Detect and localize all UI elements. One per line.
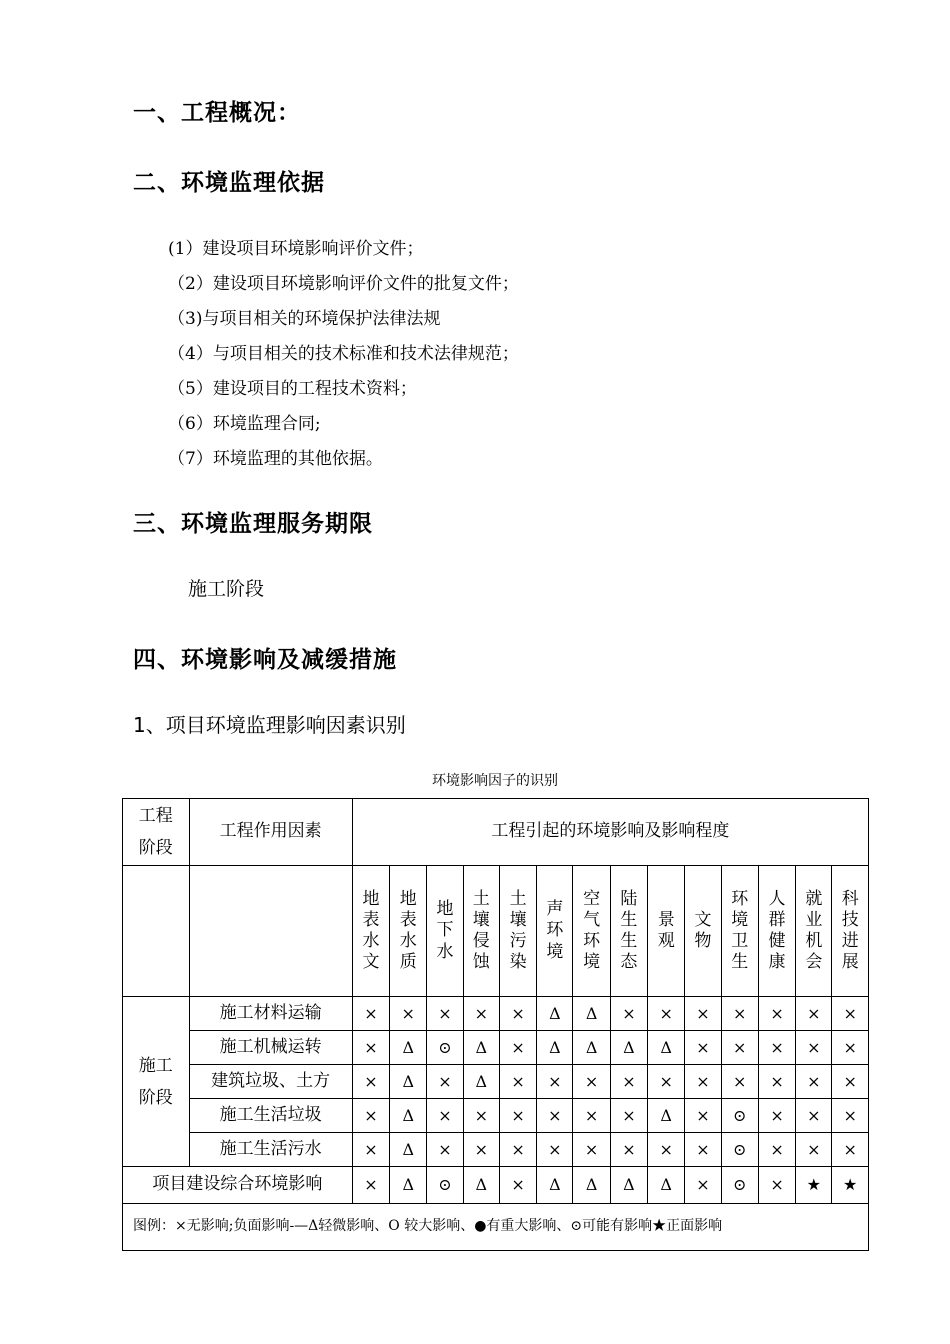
- impact-cell: ×: [427, 1099, 463, 1133]
- impact-cell: Δ: [463, 1031, 499, 1065]
- factor-cell: 施工材料运输: [189, 997, 352, 1031]
- impact-cell: ×: [832, 997, 869, 1031]
- impact-cell: ×: [573, 1099, 610, 1133]
- column-header: 地表水文: [352, 866, 389, 997]
- impact-cell: ×: [648, 1133, 685, 1167]
- impact-cell: ×: [832, 1099, 869, 1133]
- impact-cell: ×: [832, 1133, 869, 1167]
- impact-cell: ×: [758, 1031, 795, 1065]
- legend-row: [123, 1204, 869, 1251]
- impact-cell: Δ: [537, 1031, 573, 1065]
- impact-cell: ×: [610, 997, 647, 1031]
- impact-cell: ×: [648, 1065, 685, 1099]
- impact-cell: ⊙: [721, 1099, 758, 1133]
- impact-cell: ×: [537, 1099, 573, 1133]
- impact-cell: ×: [796, 997, 832, 1031]
- impact-factor-table: [122, 798, 869, 1251]
- impact-cell: ×: [537, 1133, 573, 1167]
- table-row: [123, 1065, 869, 1099]
- impact-cell: ×: [390, 997, 427, 1031]
- impact-cell: ×: [721, 1031, 758, 1065]
- table-row: [123, 1099, 869, 1133]
- basis-item: （5）建设项目的工程技术资料；: [168, 379, 417, 399]
- impact-cell: ×: [685, 1031, 721, 1065]
- impact-cell: ×: [648, 997, 685, 1031]
- impact-cell: ×: [499, 1099, 536, 1133]
- factor-cell: 施工生活污水: [189, 1133, 352, 1167]
- summary-impact-cell: ×: [352, 1167, 389, 1204]
- summary-label: 项目建设综合环境影响: [123, 1167, 353, 1204]
- basis-item: (1）建设项目环境影响评价文件；: [168, 239, 424, 259]
- impact-cell: ×: [499, 1031, 536, 1065]
- impact-cell: ×: [427, 1133, 463, 1167]
- subheading-factor-identification: 1、项目环境监理影响因素识别: [133, 713, 406, 737]
- column-header: 就业机会: [796, 866, 832, 997]
- summary-impact-cell: Δ: [537, 1167, 573, 1204]
- impact-cell: ×: [685, 1065, 721, 1099]
- column-header: 环境卫生: [721, 866, 758, 997]
- summary-impact-cell: ★: [796, 1167, 832, 1204]
- summary-impact-cell: ★: [832, 1167, 869, 1204]
- impact-cell: Δ: [463, 1065, 499, 1099]
- basis-item: （4）与项目相关的技术标准和技术法律规范；: [168, 344, 519, 364]
- impact-cell: ×: [499, 1065, 536, 1099]
- table-caption: 环境影响因子的识别: [432, 773, 558, 789]
- basis-item: （3)与项目相关的环境保护法律法规: [168, 309, 441, 329]
- summary-impact-cell: Δ: [610, 1167, 647, 1204]
- column-header: 文物: [685, 866, 721, 997]
- impact-cell: ×: [499, 1133, 536, 1167]
- summary-impact-cell: Δ: [390, 1167, 427, 1204]
- impact-cell: ×: [352, 997, 389, 1031]
- basis-item: （7）环境监理的其他依据。: [168, 449, 383, 469]
- impact-cell: Δ: [390, 1065, 427, 1099]
- column-header: 声环境: [537, 866, 573, 997]
- impact-cell: ×: [832, 1031, 869, 1065]
- column-header: 空气环境: [573, 866, 610, 997]
- summary-impact-cell: ⊙: [427, 1167, 463, 1204]
- table-row: [123, 997, 869, 1031]
- impact-cell: ×: [463, 1133, 499, 1167]
- summary-impact-cell: Δ: [648, 1167, 685, 1204]
- impact-cell: ×: [685, 1133, 721, 1167]
- column-header: 地表水质: [390, 866, 427, 997]
- impact-cell: Δ: [390, 1133, 427, 1167]
- column-header: 陆生生态: [610, 866, 647, 997]
- heading-period: 三、环境监理服务期限: [133, 510, 373, 537]
- blank-cell: [123, 866, 190, 997]
- factor-cell: 施工机械运转: [189, 1031, 352, 1065]
- table-row: [123, 1133, 869, 1167]
- heading-overview: 一、工程概况：: [133, 99, 301, 126]
- factor-cell: 施工生活垃圾: [189, 1099, 352, 1133]
- impact-cell: ⊙: [427, 1031, 463, 1065]
- impact-cell: ×: [796, 1031, 832, 1065]
- impact-cell: ×: [352, 1133, 389, 1167]
- impact-cell: ×: [758, 997, 795, 1031]
- column-header: 土壤侵蚀: [463, 866, 499, 997]
- heading-impact: 四、环境影响及减缓措施: [133, 646, 397, 673]
- stage-cell: 施工阶段: [123, 997, 190, 1167]
- impact-cell: Δ: [648, 1031, 685, 1065]
- basis-item: （2）建设项目环境影响评价文件的批复文件；: [168, 274, 519, 294]
- impact-cell: ×: [721, 1065, 758, 1099]
- table-column-header-row: [123, 866, 869, 997]
- column-header: 人群健康: [758, 866, 795, 997]
- impact-cell: ×: [463, 1099, 499, 1133]
- impact-cell: Δ: [390, 1099, 427, 1133]
- impact-cell: ×: [685, 1099, 721, 1133]
- impact-cell: ⊙: [721, 1133, 758, 1167]
- impact-cell: ×: [352, 1065, 389, 1099]
- impact-cell: Δ: [573, 1031, 610, 1065]
- period-text: 施工阶段: [188, 578, 265, 600]
- factor-cell: 建筑垃圾、土方: [189, 1065, 352, 1099]
- summary-impact-cell: ×: [685, 1167, 721, 1204]
- column-header: 景观: [648, 866, 685, 997]
- impact-cell: Δ: [537, 997, 573, 1031]
- column-header: 地下水: [427, 866, 463, 997]
- impact-cell: ×: [427, 1065, 463, 1099]
- summary-impact-cell: ×: [499, 1167, 536, 1204]
- legend-text: 图例：×无影响;负面影响-—Δ轻微影响、O 较大影响、●有重大影响、⊙可能有影响★正面影响: [123, 1204, 869, 1251]
- impact-cell: ×: [573, 1065, 610, 1099]
- impact-cell: ×: [721, 997, 758, 1031]
- impact-cell: ×: [537, 1065, 573, 1099]
- column-header: 科技进展: [832, 866, 869, 997]
- impact-cell: ×: [610, 1133, 647, 1167]
- impact-cell: ×: [758, 1133, 795, 1167]
- impact-cell: ×: [352, 1099, 389, 1133]
- impact-cell: ×: [610, 1099, 647, 1133]
- impact-cell: ×: [796, 1099, 832, 1133]
- summary-impact-cell: ⊙: [721, 1167, 758, 1204]
- impact-cell: ×: [758, 1065, 795, 1099]
- impact-cell: ×: [573, 1133, 610, 1167]
- impact-cell: Δ: [610, 1031, 647, 1065]
- header-stage: 工程阶段: [123, 799, 190, 866]
- impact-cell: ×: [832, 1065, 869, 1099]
- impact-cell: ×: [427, 997, 463, 1031]
- summary-row: [123, 1167, 869, 1204]
- header-impact: 工程引起的环境影响及影响程度: [352, 799, 868, 866]
- table-header-row: [123, 799, 869, 866]
- impact-cell: ×: [796, 1133, 832, 1167]
- summary-impact-cell: ×: [758, 1167, 795, 1204]
- basis-item: （6）环境监理合同;: [168, 414, 321, 434]
- impact-cell: ×: [463, 997, 499, 1031]
- summary-impact-cell: Δ: [573, 1167, 610, 1204]
- impact-cell: Δ: [648, 1099, 685, 1133]
- impact-cell: ×: [685, 997, 721, 1031]
- impact-cell: Δ: [390, 1031, 427, 1065]
- table-row: [123, 1031, 869, 1065]
- impact-cell: ×: [796, 1065, 832, 1099]
- impact-cell: ×: [610, 1065, 647, 1099]
- header-factor: 工程作用因素: [189, 799, 352, 866]
- summary-impact-cell: Δ: [463, 1167, 499, 1204]
- impact-cell: Δ: [573, 997, 610, 1031]
- impact-cell: ×: [499, 997, 536, 1031]
- heading-basis: 二、环境监理依据: [133, 169, 325, 196]
- blank-cell: [189, 866, 352, 997]
- column-header: 土壤污染: [499, 866, 536, 997]
- impact-cell: ×: [758, 1099, 795, 1133]
- impact-cell: ×: [352, 1031, 389, 1065]
